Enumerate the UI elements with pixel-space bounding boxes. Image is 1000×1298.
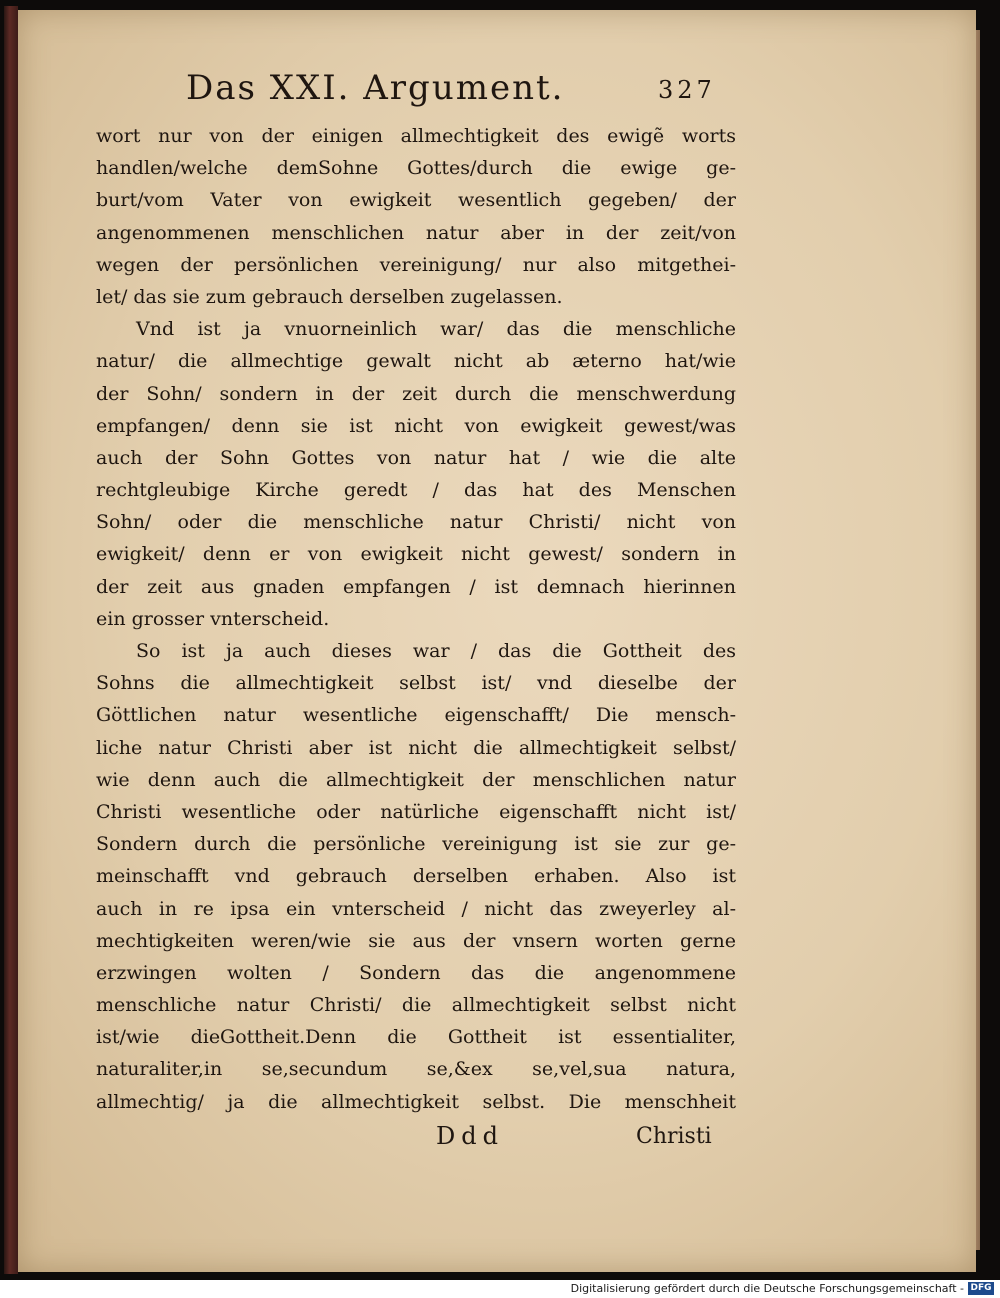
page-footer [96,1120,736,1160]
text-line: der zeit aus gnaden empfangen / ist demnach hierinnen [96,575,736,598]
catchword: Christi [636,1123,712,1149]
text-line: ist/wie dieGottheit.Denn die Gottheit ist essentialiter, [96,1026,736,1049]
text-line: Göttlichen natur wesentliche eigenschafft/ Die mensch- [96,704,736,727]
text-line: wort nur von der einigen allmechtigkeit des ewigẽ worts [96,125,736,147]
text-line: natur/ die allmechtige gewalt nicht ab æterno hat/wie [96,350,736,373]
text-line: naturaliter,in se,secundum se,&ex se,vel,sua natura, [96,1058,736,1081]
text-line: empfangen/ denn sie ist nicht von ewigkeit gewest/was [96,414,736,437]
signature-mark: Ddd [436,1121,504,1150]
text-line: Sondern durch die persönliche vereinigung ist sie zur ge- [96,833,736,856]
text-line: erzwingen wolten / Sondern das die angenommene [96,961,736,984]
credit-text: Digitalisierung gefördert durch die Deutsche Forschungsgemeinschaft - [570,1282,964,1295]
text-line: burt/vom Vater von ewigkeit wesentlich gegeben/ der [96,189,736,212]
book-page [18,10,976,1272]
running-title: Das XXI. Argument. [186,68,565,108]
text-line: let/ das sie zum gebrauch derselben zugelassen. [96,285,563,308]
text-line: ewigkeit/ denn er von ewigkeit nicht gewest/ sondern in [96,543,736,566]
text-line: So ist ja auch dieses war / das die Gottheit des [136,640,736,662]
text-line: mechtigkeiten weren/wie sie aus der vnsern worten gerne [96,929,736,952]
dfg-logo: DFG [968,1282,994,1295]
text-line: Sohn/ oder die menschliche natur Christi/ nicht von [96,511,736,534]
text-line: allmechtig/ ja die allmechtigkeit selbst. Die menschheit [96,1090,736,1113]
page-number: 327 [658,76,716,104]
text-line: der Sohn/ sondern in der zeit durch die menschwerdung [96,382,736,405]
text-line: ein grosser vnterscheid. [96,607,330,630]
book-cover-edge-left [4,6,18,1274]
text-line: auch in re ipsa ein vnterscheid / nicht das zweyerley al- [96,897,736,920]
text-line: wegen der persönlichen vereinigung/ nur also mitgethei- [96,253,736,276]
text-line: Sohns die allmechtigkeit selbst ist/ vnd dieselbe der [96,672,736,695]
running-head [96,62,736,120]
text-line: menschliche natur Christi/ die allmechtigkeit selbst nicht [96,994,736,1017]
text-line: Vnd ist ja vnuorneinlich war/ das die menschliche [136,318,736,341]
text-line: rechtgleubige Kirche geredt / das hat des Menschen [96,479,736,502]
text-line: auch der Sohn Gottes von natur hat / wie die alte [96,446,736,469]
text-line: Christi wesentliche oder natürliche eigenschafft nicht ist/ [96,800,736,823]
text-line: angenommenen menschlichen natur aber in der zeit/von [96,221,736,244]
text-line: handlen/welche demSohne Gottes/durch die ewige ge- [96,157,736,180]
body-text [96,120,736,1118]
credit-bar [0,1280,1000,1298]
text-line: meinschafft vnd gebrauch derselben erhaben. Also ist [96,865,736,888]
text-line: liche natur Christi aber ist nicht die allmechtigkeit selbst/ [96,736,736,759]
text-line: wie denn auch die allmechtigkeit der menschlichen natur [96,768,736,791]
text-block [96,62,736,1160]
